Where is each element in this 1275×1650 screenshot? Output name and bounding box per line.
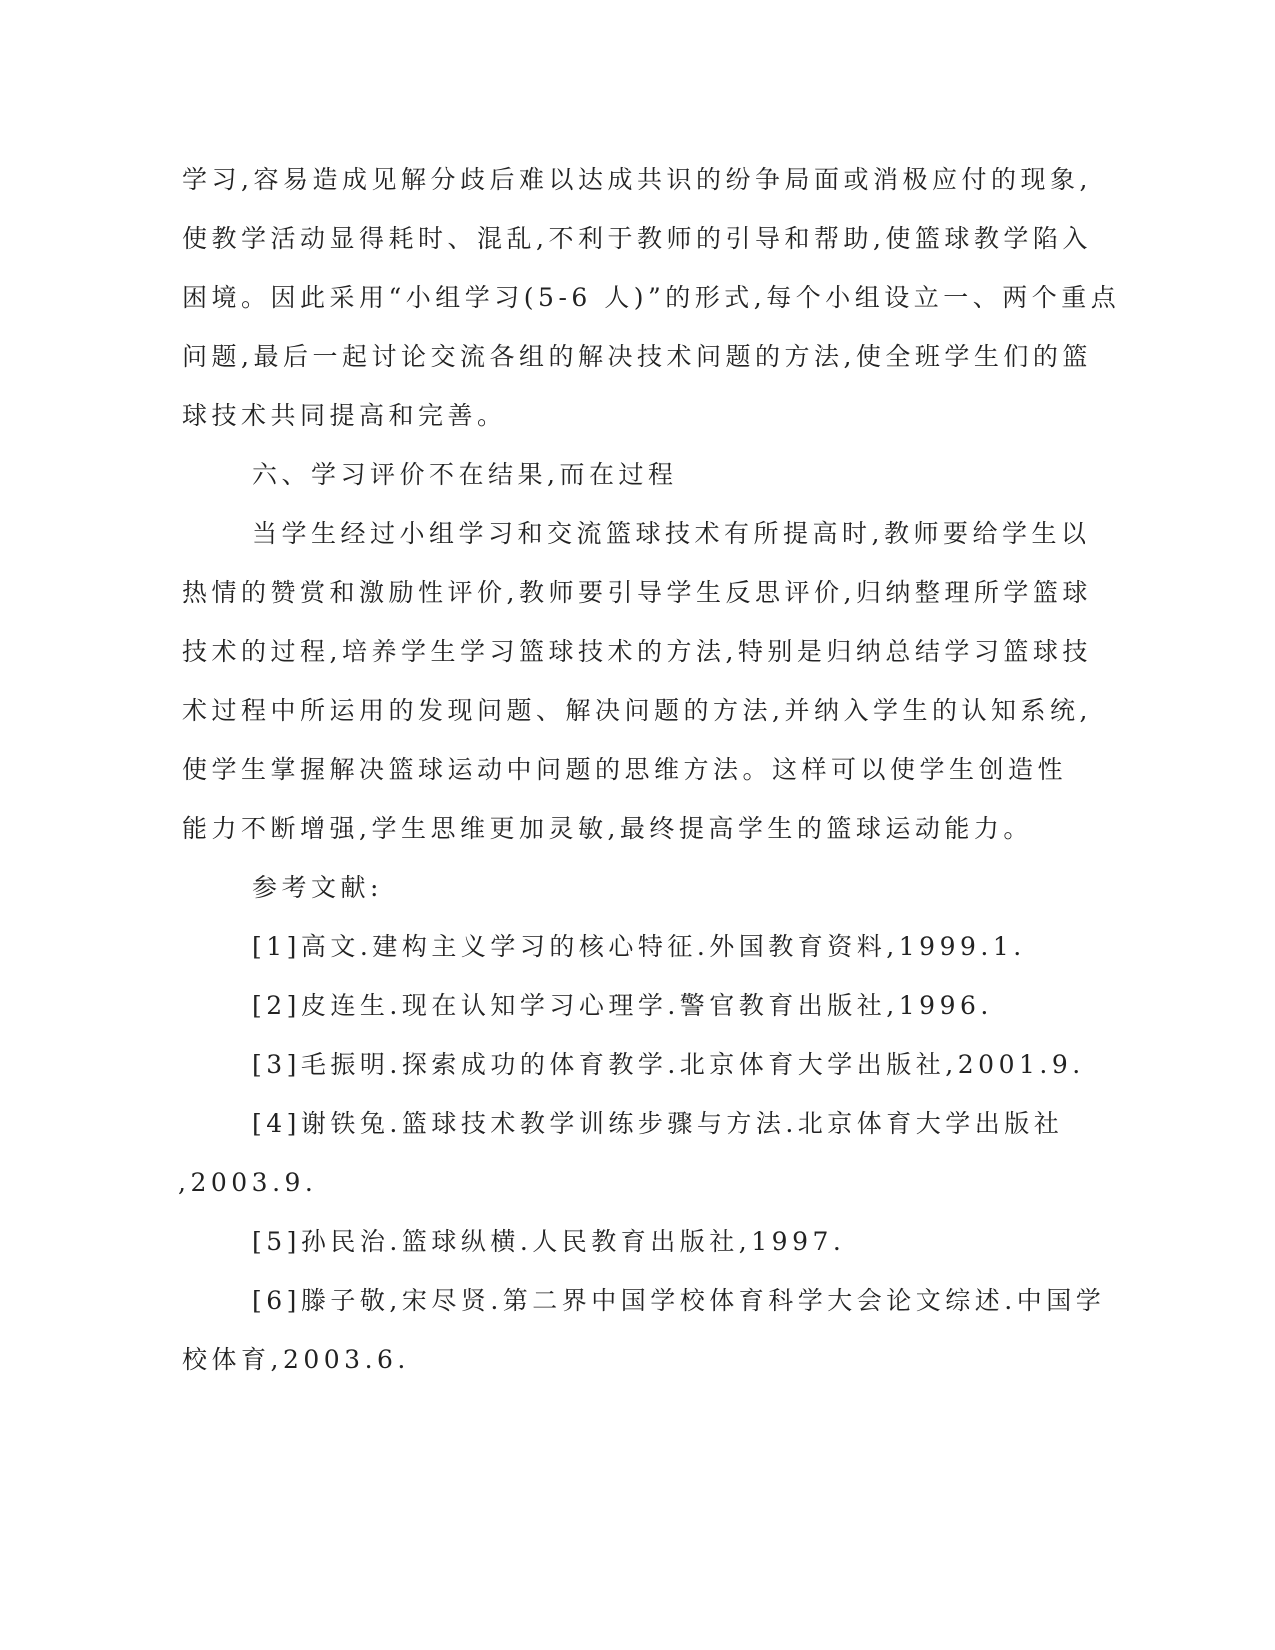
paragraph-line: 困境。因此采用“小组学习(5-6 人)”的形式,每个小组设立一、两个重点 xyxy=(182,283,1121,312)
paragraph-line: 使教学活动显得耗时、混乱,不利于教师的引导和帮助,使篮球教学陷入 xyxy=(182,224,1092,253)
reference-item-continuation: ,2003.9. xyxy=(178,1168,318,1197)
paragraph-line: 热情的赞赏和激励性评价,教师要引导学生反思评价,归纳整理所学篮球 xyxy=(182,578,1092,607)
section-heading: 六、学习评价不在结果,而在过程 xyxy=(252,460,678,489)
reference-item: [5]孙民治.篮球纵横.人民教育出版社,1997. xyxy=(252,1227,846,1256)
references-heading: 参考文献: xyxy=(252,873,383,902)
reference-item-continuation: 校体育,2003.6. xyxy=(182,1345,410,1374)
paragraph-line: 技术的过程,培养学生学习篮球技术的方法,特别是归纳总结学习篮球技 xyxy=(182,637,1092,666)
reference-item: [3]毛振明.探索成功的体育教学.北京体育大学出版社,2001.9. xyxy=(252,1050,1085,1079)
paragraph-line: 问题,最后一起讨论交流各组的解决技术问题的方法,使全班学生们的篮 xyxy=(182,342,1092,371)
reference-item: [2]皮连生.现在认知学习心理学.警官教育出版社,1996. xyxy=(252,991,993,1020)
paragraph-line: 学习,容易造成见解分歧后难以达成共识的纷争局面或消极应付的现象, xyxy=(182,165,1092,194)
paragraph-line: 术过程中所运用的发现问题、解决问题的方法,并纳入学生的认知系统, xyxy=(182,696,1092,725)
reference-item: [4]谢铁兔.篮球技术教学训练步骤与方法.北京体育大学出版社 xyxy=(252,1109,1064,1138)
reference-item: [1]高文.建构主义学习的核心特征.外国教育资料,1999.1. xyxy=(252,932,1026,961)
paragraph-line: 当学生经过小组学习和交流篮球技术有所提高时,教师要给学生以 xyxy=(252,519,1091,548)
paragraph-line: 球技术共同提高和完善。 xyxy=(182,401,507,430)
paragraph-line: 使学生掌握解决篮球运动中问题的思维方法。这样可以使学生创造性 xyxy=(182,755,1068,784)
paragraph-line: 能力不断增强,学生思维更加灵敏,最终提高学生的篮球运动能力。 xyxy=(182,814,1033,843)
reference-item: [6]滕子敬,宋尽贤.第二界中国学校体育科学大会论文综述.中国学 xyxy=(252,1286,1106,1315)
